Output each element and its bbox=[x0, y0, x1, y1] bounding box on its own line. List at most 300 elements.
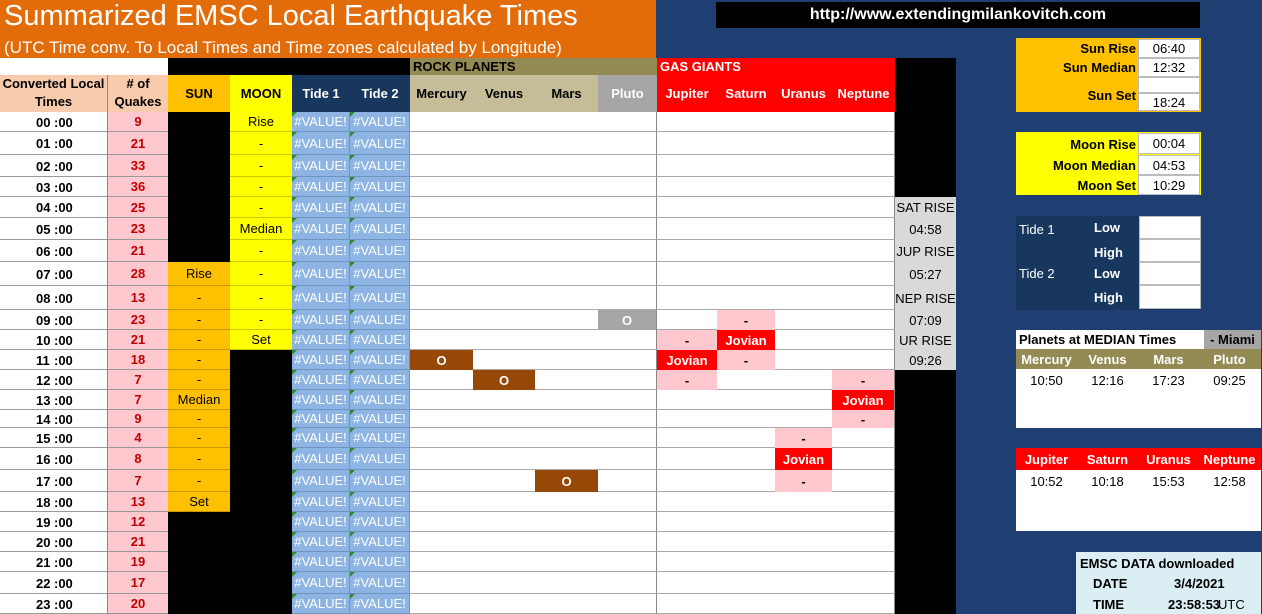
tide2-cell[interactable] bbox=[350, 532, 410, 552]
mars-cell[interactable] bbox=[535, 492, 598, 512]
mars-cell[interactable] bbox=[535, 286, 598, 310]
jupiter-cell[interactable] bbox=[657, 177, 717, 197]
moon-cell[interactable] bbox=[230, 492, 292, 512]
saturn-cell[interactable] bbox=[717, 197, 775, 218]
tide1-cell[interactable] bbox=[292, 552, 350, 572]
moon-cell[interactable]: - bbox=[230, 286, 292, 310]
moon-cell[interactable] bbox=[230, 370, 292, 390]
mercury-cell[interactable] bbox=[410, 532, 473, 552]
saturn-cell[interactable] bbox=[717, 428, 775, 448]
tide1-cell[interactable] bbox=[292, 262, 350, 286]
pluto-cell[interactable] bbox=[598, 410, 657, 428]
tide2-cell[interactable] bbox=[350, 132, 410, 155]
saturn-cell[interactable] bbox=[717, 532, 775, 552]
venus-cell[interactable] bbox=[473, 262, 535, 286]
sun-cell[interactable]: - bbox=[168, 286, 230, 310]
saturn-cell[interactable] bbox=[717, 448, 775, 470]
mars-cell[interactable] bbox=[535, 390, 598, 410]
sun-cell[interactable]: - bbox=[168, 350, 230, 370]
pluto-cell[interactable] bbox=[598, 197, 657, 218]
uranus-cell[interactable]: - bbox=[775, 470, 832, 492]
jupiter-cell[interactable] bbox=[657, 572, 717, 594]
uranus-cell[interactable] bbox=[775, 350, 832, 370]
uranus-cell[interactable] bbox=[775, 240, 832, 262]
mars-cell[interactable] bbox=[535, 594, 598, 614]
uranus-cell[interactable] bbox=[775, 262, 832, 286]
neptune-cell[interactable] bbox=[832, 240, 895, 262]
venus-cell[interactable] bbox=[473, 390, 535, 410]
tide1-high-value[interactable] bbox=[1139, 239, 1201, 262]
neptune-cell[interactable] bbox=[832, 532, 895, 552]
mars-cell[interactable] bbox=[535, 155, 598, 177]
uranus-cell[interactable] bbox=[775, 512, 832, 532]
mars-cell[interactable] bbox=[535, 197, 598, 218]
venus-cell[interactable] bbox=[473, 350, 535, 370]
sun-cell[interactable] bbox=[168, 112, 230, 132]
neptune-cell[interactable] bbox=[832, 572, 895, 594]
mars-cell[interactable] bbox=[535, 262, 598, 286]
uranus-cell[interactable] bbox=[775, 594, 832, 614]
uranus-cell[interactable] bbox=[775, 410, 832, 428]
tide2-cell[interactable] bbox=[350, 112, 410, 132]
jupiter-cell[interactable] bbox=[657, 470, 717, 492]
uranus-cell[interactable] bbox=[775, 572, 832, 594]
mercury-cell[interactable] bbox=[410, 240, 473, 262]
mars-cell[interactable] bbox=[535, 330, 598, 350]
uranus-cell[interactable] bbox=[775, 155, 832, 177]
mercury-cell[interactable] bbox=[410, 286, 473, 310]
moon-cell[interactable] bbox=[230, 532, 292, 552]
sun-cell[interactable] bbox=[168, 197, 230, 218]
mars-cell[interactable] bbox=[535, 448, 598, 470]
jupiter-cell[interactable] bbox=[657, 552, 717, 572]
jupiter-cell[interactable]: - bbox=[657, 330, 717, 350]
venus-cell[interactable] bbox=[473, 428, 535, 448]
mercury-cell[interactable] bbox=[410, 370, 473, 390]
moon-cell[interactable]: - bbox=[230, 310, 292, 330]
neptune-cell[interactable] bbox=[832, 262, 895, 286]
mercury-cell[interactable] bbox=[410, 470, 473, 492]
mercury-cell[interactable] bbox=[410, 155, 473, 177]
uranus-cell[interactable] bbox=[775, 218, 832, 240]
moon-cell[interactable]: - bbox=[230, 197, 292, 218]
moon-cell[interactable] bbox=[230, 572, 292, 594]
tide2-cell[interactable] bbox=[350, 177, 410, 197]
pluto-cell[interactable] bbox=[598, 448, 657, 470]
tide1-cell[interactable] bbox=[292, 512, 350, 532]
tide1-cell[interactable] bbox=[292, 350, 350, 370]
jupiter-cell[interactable] bbox=[657, 262, 717, 286]
pluto-cell[interactable]: O bbox=[598, 310, 657, 330]
jupiter-cell[interactable] bbox=[657, 512, 717, 532]
moon-cell[interactable] bbox=[230, 350, 292, 370]
jupiter-cell[interactable] bbox=[657, 112, 717, 132]
venus-cell[interactable] bbox=[473, 286, 535, 310]
jupiter-cell[interactable] bbox=[657, 155, 717, 177]
saturn-cell[interactable] bbox=[717, 112, 775, 132]
mars-cell[interactable] bbox=[535, 428, 598, 448]
mercury-cell[interactable] bbox=[410, 448, 473, 470]
saturn-cell[interactable] bbox=[717, 132, 775, 155]
moon-set-value[interactable]: 10:29 bbox=[1138, 175, 1200, 195]
uranus-cell[interactable] bbox=[775, 492, 832, 512]
neptune-cell[interactable] bbox=[832, 177, 895, 197]
tide1-cell[interactable] bbox=[292, 390, 350, 410]
jupiter-cell[interactable] bbox=[657, 132, 717, 155]
moon-cell[interactable] bbox=[230, 448, 292, 470]
tide2-cell[interactable] bbox=[350, 218, 410, 240]
jupiter-cell[interactable] bbox=[657, 390, 717, 410]
neptune-cell[interactable] bbox=[832, 428, 895, 448]
moon-cell[interactable]: - bbox=[230, 262, 292, 286]
venus-cell[interactable] bbox=[473, 470, 535, 492]
saturn-cell[interactable] bbox=[717, 512, 775, 532]
tide2-cell[interactable] bbox=[350, 512, 410, 532]
sun-cell[interactable] bbox=[168, 512, 230, 532]
uranus-cell[interactable] bbox=[775, 390, 832, 410]
tide1-cell[interactable] bbox=[292, 428, 350, 448]
neptune-cell[interactable] bbox=[832, 155, 895, 177]
jupiter-cell[interactable] bbox=[657, 532, 717, 552]
mars-cell[interactable] bbox=[535, 132, 598, 155]
pluto-cell[interactable] bbox=[598, 155, 657, 177]
neptune-cell[interactable] bbox=[832, 218, 895, 240]
venus-cell[interactable] bbox=[473, 552, 535, 572]
pluto-cell[interactable] bbox=[598, 262, 657, 286]
mercury-cell[interactable] bbox=[410, 512, 473, 532]
uranus-cell[interactable] bbox=[775, 310, 832, 330]
mercury-cell[interactable] bbox=[410, 262, 473, 286]
moon-cell[interactable]: Rise bbox=[230, 112, 292, 132]
saturn-cell[interactable]: - bbox=[717, 350, 775, 370]
tide1-cell[interactable] bbox=[292, 330, 350, 350]
uranus-cell[interactable] bbox=[775, 552, 832, 572]
mercury-cell[interactable] bbox=[410, 390, 473, 410]
uranus-cell[interactable]: - bbox=[775, 428, 832, 448]
tide1-cell[interactable] bbox=[292, 112, 350, 132]
jupiter-cell[interactable]: Jovian bbox=[657, 350, 717, 370]
neptune-cell[interactable] bbox=[832, 350, 895, 370]
sun-cell[interactable] bbox=[168, 132, 230, 155]
saturn-cell[interactable] bbox=[717, 492, 775, 512]
saturn-cell[interactable] bbox=[717, 262, 775, 286]
tide2-cell[interactable] bbox=[350, 350, 410, 370]
venus-cell[interactable]: O bbox=[473, 370, 535, 390]
saturn-cell[interactable] bbox=[717, 470, 775, 492]
jupiter-cell[interactable] bbox=[657, 218, 717, 240]
moon-cell[interactable]: Median bbox=[230, 218, 292, 240]
saturn-cell[interactable]: - bbox=[717, 310, 775, 330]
sun-cell[interactable]: Median bbox=[168, 390, 230, 410]
neptune-cell[interactable] bbox=[832, 552, 895, 572]
uranus-cell[interactable] bbox=[775, 197, 832, 218]
venus-cell[interactable] bbox=[473, 492, 535, 512]
mars-cell[interactable] bbox=[535, 240, 598, 262]
uranus-cell[interactable] bbox=[775, 532, 832, 552]
uranus-cell[interactable] bbox=[775, 286, 832, 310]
mars-cell[interactable]: O bbox=[535, 470, 598, 492]
tide2-cell[interactable] bbox=[350, 428, 410, 448]
venus-cell[interactable] bbox=[473, 112, 535, 132]
jupiter-cell[interactable] bbox=[657, 410, 717, 428]
mercury-cell[interactable]: O bbox=[410, 350, 473, 370]
tide1-cell[interactable] bbox=[292, 492, 350, 512]
tide1-cell[interactable] bbox=[292, 410, 350, 428]
neptune-cell[interactable] bbox=[832, 594, 895, 614]
mars-cell[interactable] bbox=[535, 572, 598, 594]
pluto-cell[interactable] bbox=[598, 470, 657, 492]
pluto-cell[interactable] bbox=[598, 240, 657, 262]
venus-cell[interactable] bbox=[473, 132, 535, 155]
moon-cell[interactable] bbox=[230, 410, 292, 428]
neptune-cell[interactable]: - bbox=[832, 370, 895, 390]
sun-cell[interactable]: - bbox=[168, 410, 230, 428]
saturn-cell[interactable] bbox=[717, 594, 775, 614]
neptune-cell[interactable]: Jovian bbox=[832, 390, 895, 410]
tide2-cell[interactable] bbox=[350, 492, 410, 512]
mars-cell[interactable] bbox=[535, 310, 598, 330]
mars-cell[interactable] bbox=[535, 218, 598, 240]
jupiter-cell[interactable] bbox=[657, 428, 717, 448]
sun-cell[interactable]: - bbox=[168, 448, 230, 470]
venus-cell[interactable] bbox=[473, 310, 535, 330]
pluto-cell[interactable] bbox=[598, 177, 657, 197]
mercury-cell[interactable] bbox=[410, 410, 473, 428]
mars-cell[interactable] bbox=[535, 532, 598, 552]
sun-cell[interactable]: - bbox=[168, 370, 230, 390]
tide2-cell[interactable] bbox=[350, 572, 410, 594]
mars-cell[interactable] bbox=[535, 410, 598, 428]
tide2-cell[interactable] bbox=[350, 240, 410, 262]
venus-cell[interactable] bbox=[473, 330, 535, 350]
pluto-cell[interactable] bbox=[598, 512, 657, 532]
tide2-cell[interactable] bbox=[350, 552, 410, 572]
tide1-cell[interactable] bbox=[292, 286, 350, 310]
moon-median-value[interactable]: 04:53 bbox=[1138, 155, 1200, 175]
pluto-cell[interactable] bbox=[598, 286, 657, 310]
sun-cell[interactable] bbox=[168, 218, 230, 240]
sun-cell[interactable]: - bbox=[168, 428, 230, 448]
saturn-cell[interactable] bbox=[717, 240, 775, 262]
saturn-cell[interactable] bbox=[717, 370, 775, 390]
sun-cell[interactable] bbox=[168, 240, 230, 262]
jupiter-cell[interactable] bbox=[657, 594, 717, 614]
mercury-cell[interactable] bbox=[410, 132, 473, 155]
uranus-cell[interactable] bbox=[775, 177, 832, 197]
moon-cell[interactable] bbox=[230, 594, 292, 614]
jupiter-cell[interactable] bbox=[657, 448, 717, 470]
neptune-cell[interactable] bbox=[832, 286, 895, 310]
mercury-cell[interactable] bbox=[410, 177, 473, 197]
pluto-cell[interactable] bbox=[598, 552, 657, 572]
moon-cell[interactable]: - bbox=[230, 132, 292, 155]
pluto-cell[interactable] bbox=[598, 390, 657, 410]
mercury-cell[interactable] bbox=[410, 572, 473, 594]
jupiter-cell[interactable] bbox=[657, 492, 717, 512]
venus-cell[interactable] bbox=[473, 155, 535, 177]
venus-cell[interactable] bbox=[473, 218, 535, 240]
tide1-cell[interactable] bbox=[292, 132, 350, 155]
venus-cell[interactable] bbox=[473, 177, 535, 197]
pluto-cell[interactable] bbox=[598, 218, 657, 240]
tide1-low-value[interactable] bbox=[1139, 216, 1201, 239]
sun-rise-value[interactable]: 06:40 bbox=[1138, 39, 1200, 58]
sun-cell[interactable] bbox=[168, 594, 230, 614]
venus-cell[interactable] bbox=[473, 197, 535, 218]
saturn-cell[interactable] bbox=[717, 218, 775, 240]
sun-median-value[interactable]: 12:32 bbox=[1138, 58, 1200, 77]
moon-cell[interactable] bbox=[230, 428, 292, 448]
mercury-cell[interactable] bbox=[410, 218, 473, 240]
neptune-cell[interactable] bbox=[832, 132, 895, 155]
mars-cell[interactable] bbox=[535, 112, 598, 132]
uranus-cell[interactable]: Jovian bbox=[775, 448, 832, 470]
venus-cell[interactable] bbox=[473, 572, 535, 594]
sun-cell[interactable]: Rise bbox=[168, 262, 230, 286]
saturn-cell[interactable] bbox=[717, 552, 775, 572]
neptune-cell[interactable] bbox=[832, 512, 895, 532]
mercury-cell[interactable] bbox=[410, 552, 473, 572]
tide1-cell[interactable] bbox=[292, 532, 350, 552]
sun-cell[interactable]: Set bbox=[168, 492, 230, 512]
jupiter-cell[interactable]: - bbox=[657, 370, 717, 390]
neptune-cell[interactable] bbox=[832, 448, 895, 470]
tide2-cell[interactable] bbox=[350, 310, 410, 330]
pluto-cell[interactable] bbox=[598, 492, 657, 512]
website-url[interactable]: http://www.extendingmilankovitch.com bbox=[716, 2, 1200, 28]
tide2-cell[interactable] bbox=[350, 370, 410, 390]
tide1-cell[interactable] bbox=[292, 370, 350, 390]
tide2-cell[interactable] bbox=[350, 262, 410, 286]
venus-cell[interactable] bbox=[473, 512, 535, 532]
saturn-cell[interactable] bbox=[717, 410, 775, 428]
mercury-cell[interactable] bbox=[410, 310, 473, 330]
pluto-cell[interactable] bbox=[598, 112, 657, 132]
pluto-cell[interactable] bbox=[598, 330, 657, 350]
moon-cell[interactable] bbox=[230, 390, 292, 410]
tide2-cell[interactable] bbox=[350, 410, 410, 428]
mercury-cell[interactable] bbox=[410, 112, 473, 132]
jupiter-cell[interactable] bbox=[657, 197, 717, 218]
uranus-cell[interactable] bbox=[775, 132, 832, 155]
jupiter-cell[interactable] bbox=[657, 286, 717, 310]
tide2-cell[interactable] bbox=[350, 330, 410, 350]
tide1-cell[interactable] bbox=[292, 218, 350, 240]
venus-cell[interactable] bbox=[473, 594, 535, 614]
saturn-cell[interactable] bbox=[717, 286, 775, 310]
pluto-cell[interactable] bbox=[598, 370, 657, 390]
mercury-cell[interactable] bbox=[410, 197, 473, 218]
neptune-cell[interactable] bbox=[832, 492, 895, 512]
moon-rise-value[interactable]: 00:04 bbox=[1138, 133, 1200, 154]
venus-cell[interactable] bbox=[473, 240, 535, 262]
moon-cell[interactable] bbox=[230, 470, 292, 492]
saturn-cell[interactable] bbox=[717, 572, 775, 594]
sun-cell[interactable] bbox=[168, 155, 230, 177]
tide2-cell[interactable] bbox=[350, 197, 410, 218]
sun-cell[interactable] bbox=[168, 532, 230, 552]
mercury-cell[interactable] bbox=[410, 330, 473, 350]
sun-set-value[interactable]: 18:24 bbox=[1138, 93, 1200, 111]
tide1-cell[interactable] bbox=[292, 594, 350, 614]
tide1-cell[interactable] bbox=[292, 197, 350, 218]
sun-blank-cell[interactable] bbox=[1138, 77, 1200, 93]
uranus-cell[interactable] bbox=[775, 330, 832, 350]
tide2-low-value[interactable] bbox=[1139, 262, 1201, 285]
moon-cell[interactable]: Set bbox=[230, 330, 292, 350]
tide1-cell[interactable] bbox=[292, 240, 350, 262]
saturn-cell[interactable] bbox=[717, 155, 775, 177]
sun-cell[interactable] bbox=[168, 572, 230, 594]
tide2-cell[interactable] bbox=[350, 470, 410, 492]
neptune-cell[interactable] bbox=[832, 112, 895, 132]
venus-cell[interactable] bbox=[473, 532, 535, 552]
neptune-cell[interactable] bbox=[832, 197, 895, 218]
neptune-cell[interactable] bbox=[832, 310, 895, 330]
tide2-high-value[interactable] bbox=[1139, 285, 1201, 309]
sun-cell[interactable] bbox=[168, 177, 230, 197]
pluto-cell[interactable] bbox=[598, 532, 657, 552]
sun-cell[interactable]: - bbox=[168, 470, 230, 492]
venus-cell[interactable] bbox=[473, 448, 535, 470]
moon-cell[interactable]: - bbox=[230, 240, 292, 262]
mars-cell[interactable] bbox=[535, 370, 598, 390]
tide1-cell[interactable] bbox=[292, 572, 350, 594]
tide2-cell[interactable] bbox=[350, 286, 410, 310]
tide1-cell[interactable] bbox=[292, 448, 350, 470]
tide2-cell[interactable] bbox=[350, 448, 410, 470]
mars-cell[interactable] bbox=[535, 512, 598, 532]
mercury-cell[interactable] bbox=[410, 492, 473, 512]
saturn-cell[interactable] bbox=[717, 390, 775, 410]
pluto-cell[interactable] bbox=[598, 572, 657, 594]
mars-cell[interactable] bbox=[535, 552, 598, 572]
tide1-cell[interactable] bbox=[292, 470, 350, 492]
moon-cell[interactable] bbox=[230, 552, 292, 572]
mars-cell[interactable] bbox=[535, 350, 598, 370]
pluto-cell[interactable] bbox=[598, 594, 657, 614]
moon-cell[interactable]: - bbox=[230, 177, 292, 197]
mars-cell[interactable] bbox=[535, 177, 598, 197]
jupiter-cell[interactable] bbox=[657, 240, 717, 262]
tide2-cell[interactable] bbox=[350, 390, 410, 410]
tide2-cell[interactable] bbox=[350, 594, 410, 614]
pluto-cell[interactable] bbox=[598, 428, 657, 448]
moon-cell[interactable]: - bbox=[230, 155, 292, 177]
neptune-cell[interactable]: - bbox=[832, 410, 895, 428]
neptune-cell[interactable] bbox=[832, 330, 895, 350]
mercury-cell[interactable] bbox=[410, 594, 473, 614]
pluto-cell[interactable] bbox=[598, 132, 657, 155]
venus-cell[interactable] bbox=[473, 410, 535, 428]
saturn-cell[interactable]: Jovian bbox=[717, 330, 775, 350]
jupiter-cell[interactable] bbox=[657, 310, 717, 330]
tide2-cell[interactable] bbox=[350, 155, 410, 177]
saturn-cell[interactable] bbox=[717, 177, 775, 197]
mercury-cell[interactable] bbox=[410, 428, 473, 448]
tide1-cell[interactable] bbox=[292, 155, 350, 177]
moon-cell[interactable] bbox=[230, 512, 292, 532]
tide1-cell[interactable] bbox=[292, 177, 350, 197]
sun-cell[interactable]: - bbox=[168, 310, 230, 330]
uranus-cell[interactable] bbox=[775, 370, 832, 390]
pluto-cell[interactable] bbox=[598, 350, 657, 370]
uranus-cell[interactable] bbox=[775, 112, 832, 132]
tide1-cell[interactable] bbox=[292, 310, 350, 330]
sun-cell[interactable]: - bbox=[168, 330, 230, 350]
neptune-cell[interactable] bbox=[832, 470, 895, 492]
sun-cell[interactable] bbox=[168, 552, 230, 572]
